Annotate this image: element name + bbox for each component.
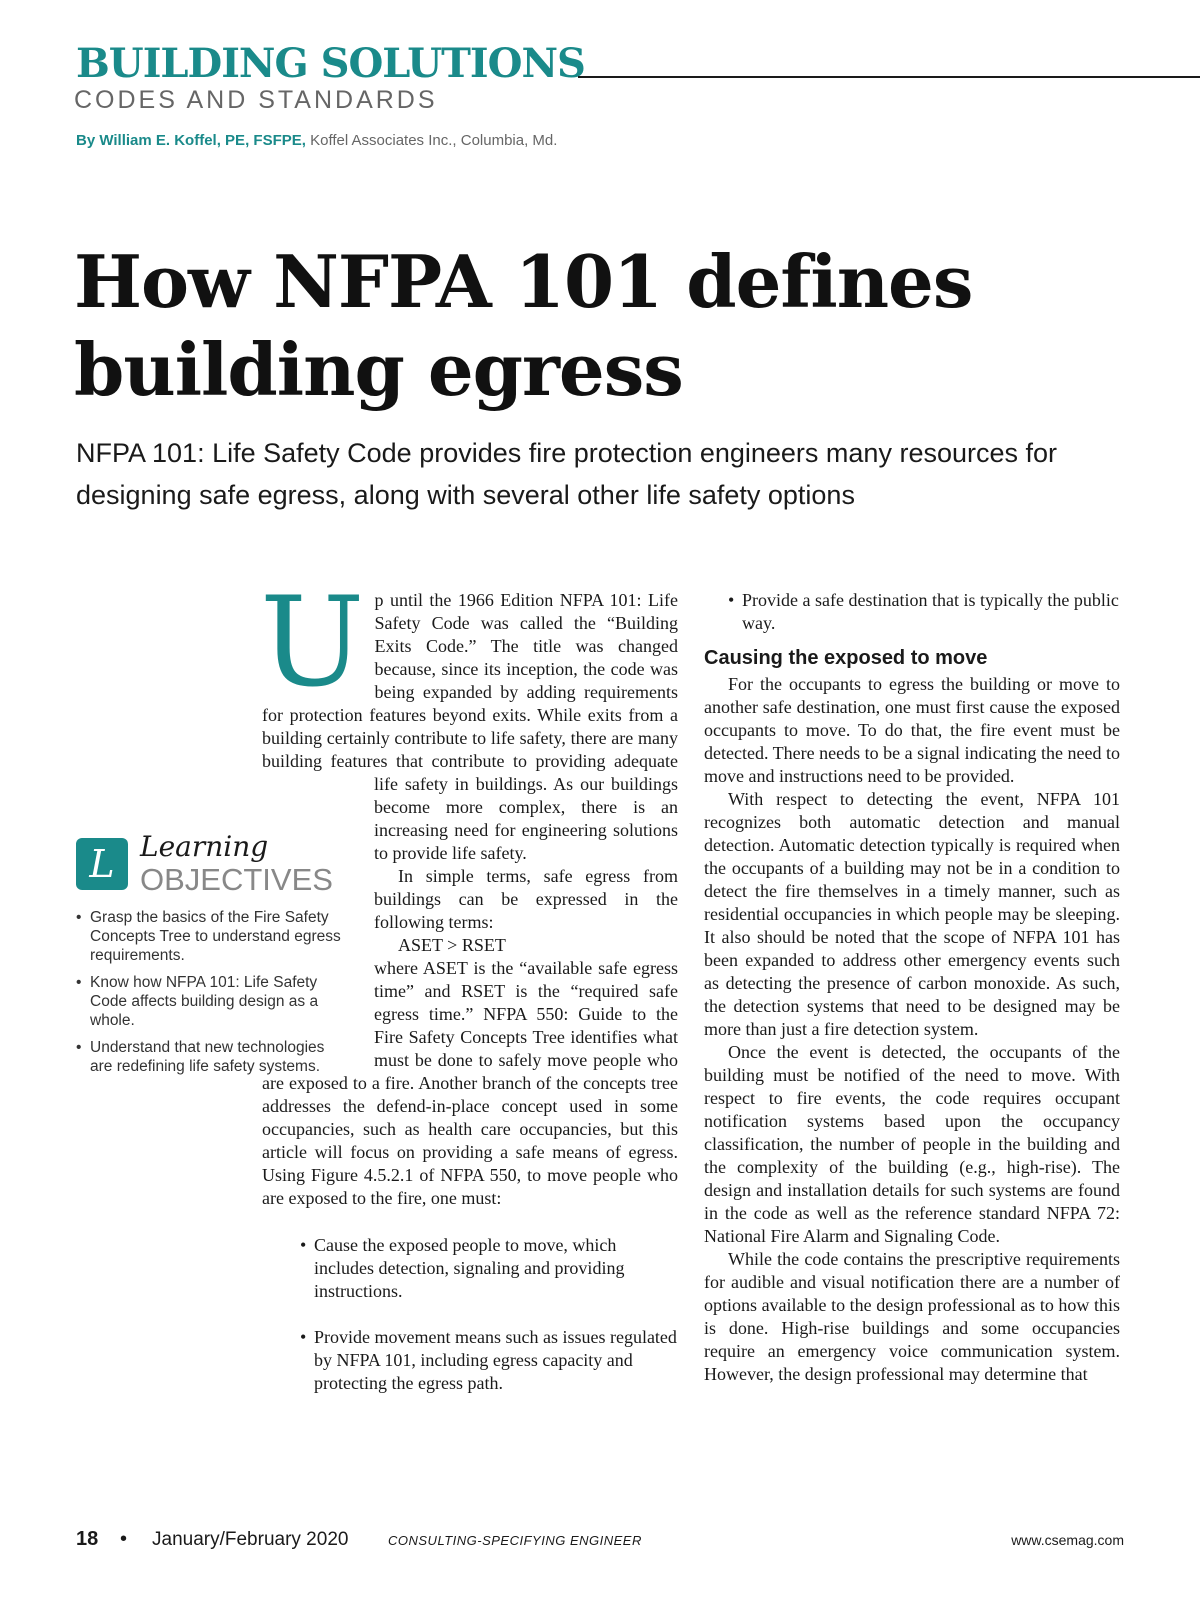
byline [76, 132, 557, 149]
footer-separator: • [120, 1528, 128, 1550]
headline [74, 238, 972, 414]
page-footer [76, 1528, 1124, 1558]
bullet-icon: • [300, 1327, 307, 1347]
egress-bullet-list-continued [728, 589, 1120, 635]
paragraph-6: Once the event is detected, the occupants of the building must be notified of the need to move. With respect to fire events, the code requires occupant notification systems based upon the occupancy classification, the number of people in the building and the complexity of the building (e.g., high-rise). The design and installation details for such systems are found in the code as well as the reference standard NFPA 72: National Fire Alarm and Signaling Code. [704, 1042, 1120, 1246]
headline-line-1: How NFPA 101 defines [74, 239, 973, 324]
formula: ASET > RSET [398, 935, 506, 955]
list-item [300, 1326, 678, 1395]
list-item [76, 908, 342, 965]
paragraph-3: where ASET is the “available safe egress time” and RSET is the “required safe egress time.” NFPA 550: Guide to the Fire Safety Concepts Tree identifies what must be done to safely move people who are exposed to a fire. Another branch of the concepts tree addresses the defend-in-place concept used in some occupancies, such as health care occupancies, but this article will focus on providing a safe means of egress. Using Figure 4.5.2.1 of NFPA 550, to move people who are exposed to the fire, one must: [262, 958, 678, 1208]
list-item-text: Provide movement means such as issues regulated by NFPA 101, including egress capacity and protecting the egress path. [314, 1327, 677, 1393]
learning-objectives-script-title: Learning [140, 830, 269, 863]
paragraph-4: For the occupants to egress the building or move to another safe destination, one must first cause the exposed occupants to move. To do that, the fire event must be detected. There needs to be a signal indicating the need to move and instructions need to be provided. [704, 674, 1121, 786]
page-number: 18 [76, 1528, 99, 1550]
list-item-text: Grasp the basics of the Fire Safety Concepts Tree to understand egress requirements. [90, 909, 341, 964]
section-subtitle: CODES AND STANDARDS [74, 86, 438, 114]
bullet-icon: • [76, 909, 82, 926]
drop-cap: U [260, 571, 365, 715]
subhead: Causing the exposed to move [704, 647, 988, 669]
website-url: www.csemag.com [1011, 1532, 1124, 1548]
learning-objectives-title: OBJECTIVES [140, 862, 333, 897]
deck: NFPA 101: Life Safety Code provides fire protection engineers many resources for designing safe egress, along with several other life safety options [76, 438, 1058, 510]
paragraph-7: While the code contains the prescriptive requirements for audible and visual notification there are a number of options available to the design professional as to how this is done. High-rise buildings and some occupancies require an emergency voice communication system. However, the design professional may determine that [704, 1249, 1120, 1384]
issue-date: January/February 2020 [152, 1529, 349, 1550]
egress-bullet-list [300, 1234, 678, 1395]
section-title: BUILDING SOLUTIONS [76, 40, 585, 87]
list-item-text: Understand that new technologies are redefining life safety systems. [90, 1039, 325, 1075]
list-item-text: Know how NFPA 101: Life Safety Code affects building design as a whole. [90, 974, 319, 1029]
bullet-icon: • [728, 590, 735, 610]
article-column-2 [704, 589, 1120, 1386]
headline-line-2: building egress [74, 327, 683, 412]
list-item [728, 589, 1120, 635]
list-item [76, 973, 342, 1030]
paragraph-5: With respect to detecting the event, NFPA 101 recognizes both automatic detection and manual detection. Automatic detection typically is required when the occupants of a building may not be in a condition to detect the fire themselves in a timely manner, such as residential occupancies in which people may be sleeping. It also should be noted that the scope of NFPA 101 has been expanded to address other emergency events such as detecting the presence of carbon monoxide. As such, the detection systems that need to be designed may be more than just a fire detection system. [704, 789, 1120, 1039]
list-item [76, 1038, 342, 1076]
paragraph-1-text-continued: life safety in buildings. As our buildings become more complex, there is an increasing need for engineering solutions to provide life safety. [374, 774, 678, 863]
byline-author: By William E. Koffel, PE, FSFPE, [76, 132, 306, 149]
list-item [300, 1234, 678, 1303]
bullet-icon: • [76, 974, 82, 991]
byline-organization: Koffel Associates Inc., Columbia, Md. [310, 132, 558, 149]
magazine-name: CONSULTING-SPECIFYING ENGINEER [388, 1533, 642, 1548]
list-item-text: Provide a safe destination that is typically the public way. [742, 590, 1119, 633]
paragraph-2: In simple terms, safe egress from buildings can be expressed in the following terms: [374, 866, 678, 932]
bullet-icon: • [300, 1235, 307, 1255]
section-rule [578, 76, 1200, 78]
paragraph-1-text: p until the 1966 Edition NFPA 101: Life Safety Code was called the “Building Exits Code.” The title was changed because, since its inception, the code was being expanded by adding requirements for protection features beyond exits. While exits from a building certainly contribute to life safety, there are many building features that contribute to providing adequate [262, 590, 678, 771]
learning-objectives-list [76, 908, 342, 1084]
list-item-text: Cause the exposed people to move, which includes detection, signaling and providing instructions. [314, 1235, 625, 1301]
bullet-icon: • [76, 1039, 82, 1056]
learning-objectives-icon: L [76, 838, 128, 890]
